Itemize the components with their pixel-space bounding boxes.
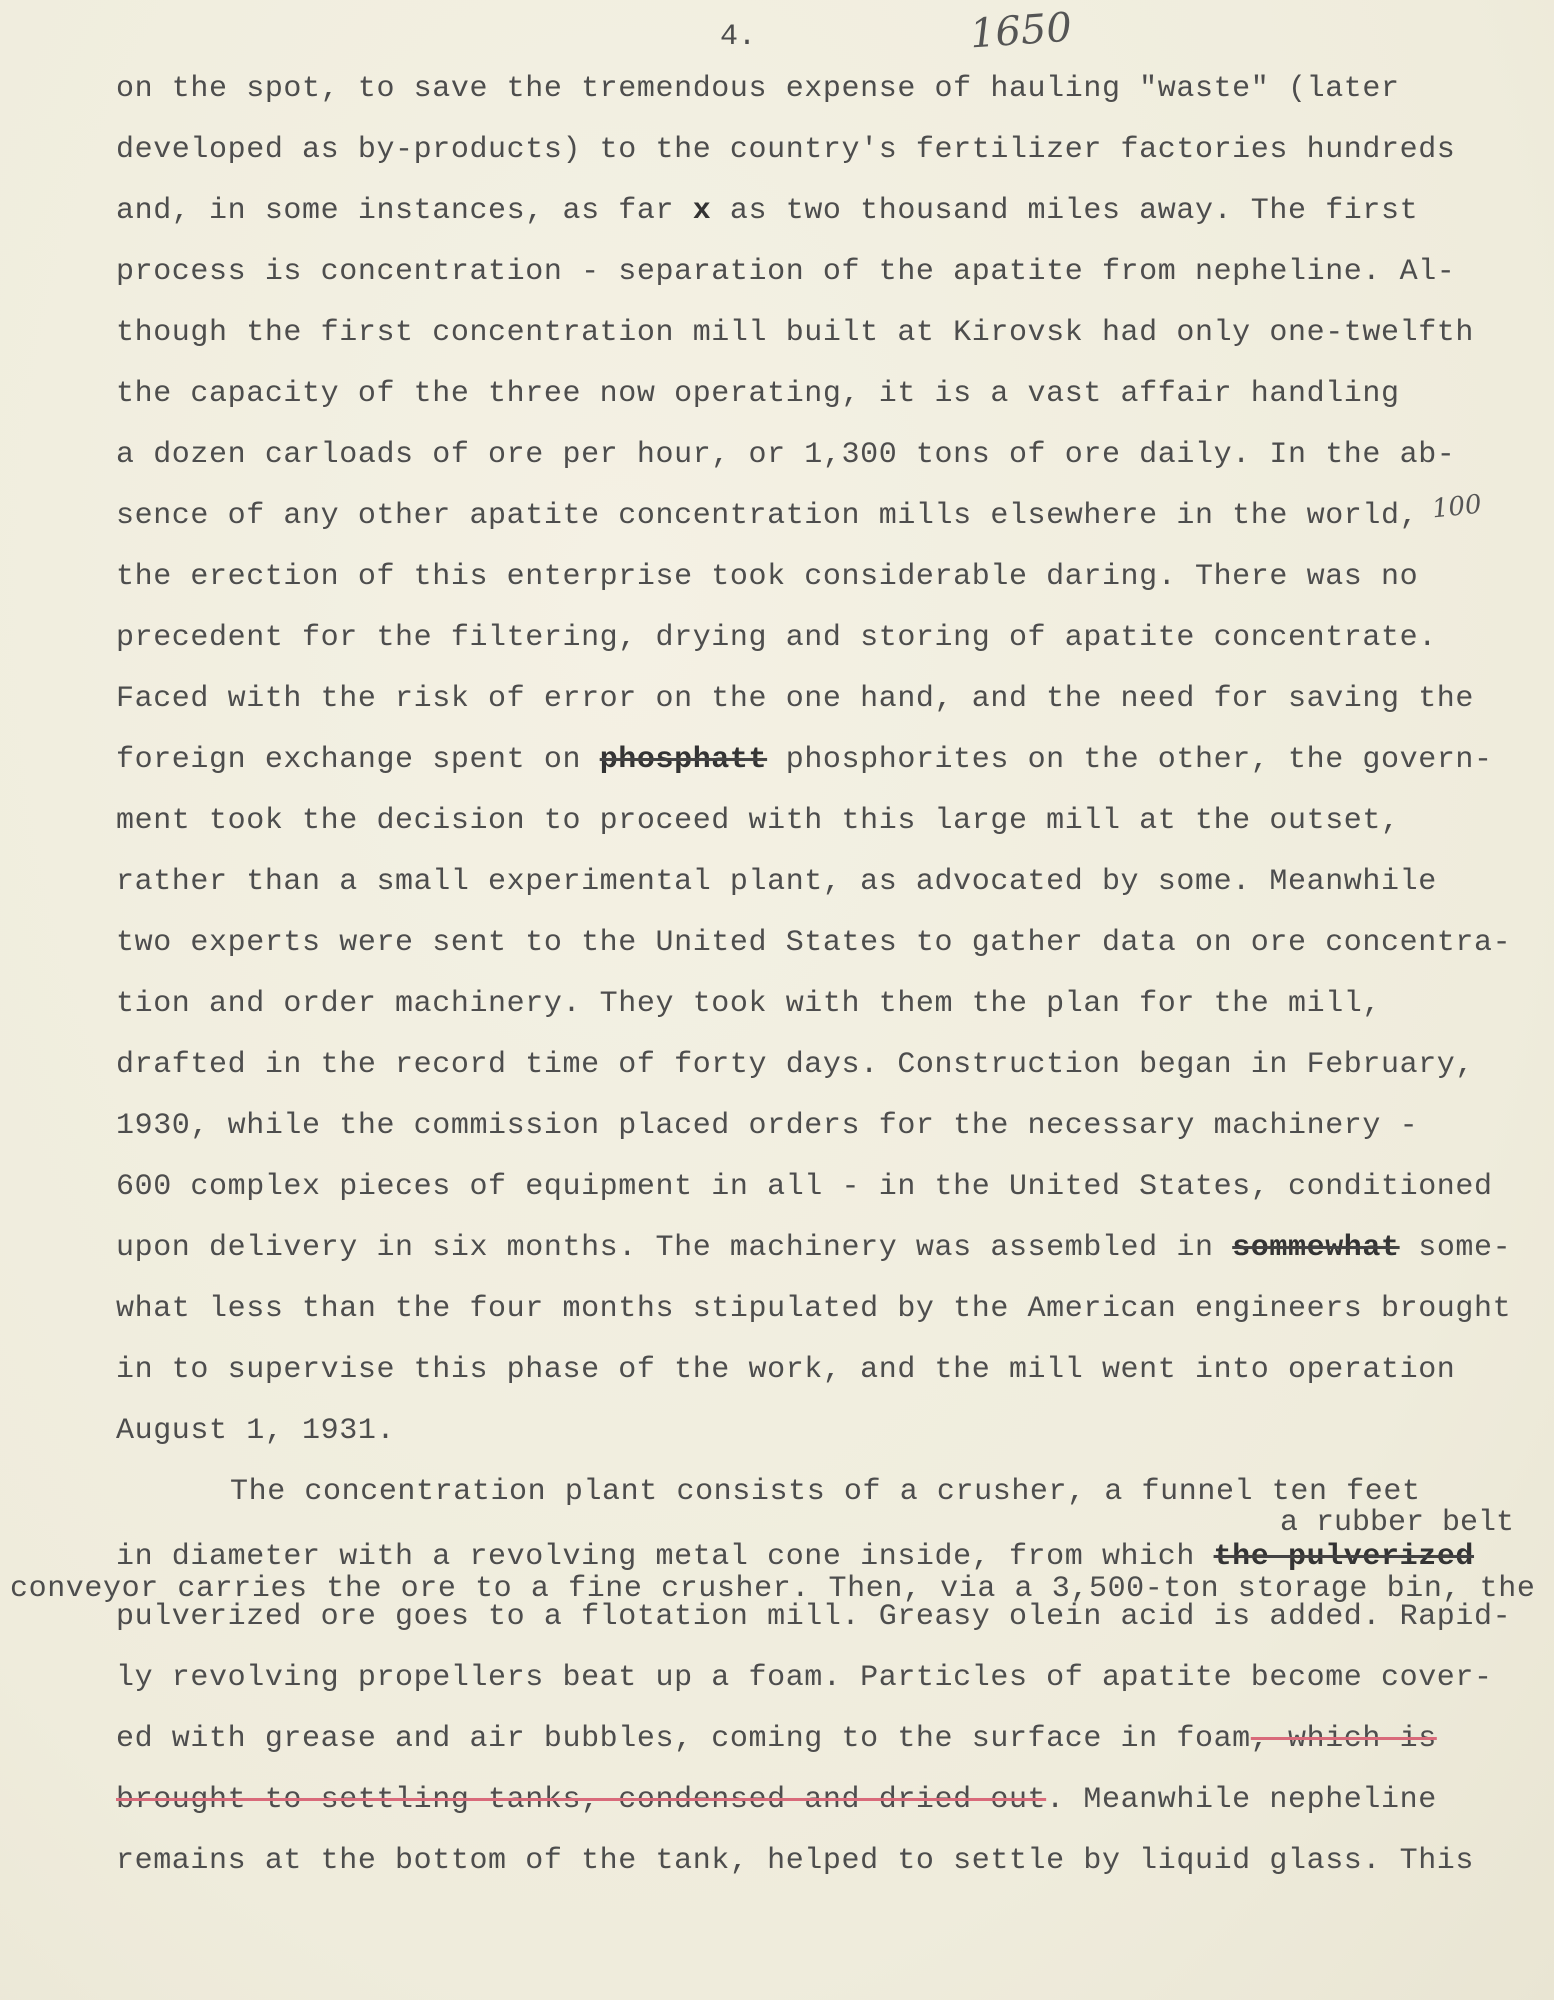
text-line-13: ment took the decision to proceed with this large mill at the outset, <box>116 804 1400 838</box>
text-line-27: pulverized ore goes to a flotation mill. Greasy olein acid is added. Rapid- <box>116 1600 1512 1634</box>
text-line-8: sence of any other apatite concentration mills elsewhere in the world, <box>116 499 1419 533</box>
text-line-20-rest: some- <box>1399 1231 1512 1265</box>
text-line-16: tion and order machinery. They took with them the plan for the mill, <box>116 987 1381 1021</box>
text-line-12-start: foreign exchange spent on <box>116 743 600 777</box>
text-line-3 <box>116 194 1418 228</box>
struck-some: sommewhat <box>1232 1231 1400 1265</box>
text-line-2: developed as by-products) to the country's fertilizer factories hundreds <box>116 133 1456 167</box>
text-line-19: 600 complex pieces of equipment in all - in the United States, conditioned <box>116 1170 1493 1204</box>
text-line-20 <box>116 1231 1511 1265</box>
text-line-18: 1930, while the commission placed orders for the necessary machinery - <box>116 1109 1419 1143</box>
text-line-3-start: and, in some instances, as far <box>116 194 693 228</box>
inserted-text-above: a rubber belt <box>1280 1506 1515 1540</box>
text-line-20-start: upon delivery in six months. The machinery was assembled in <box>116 1231 1233 1265</box>
text-line-6: the capacity of the three now operating, it is a vast affair handling <box>116 377 1400 411</box>
text-line-25-start: in diameter with a revolving metal cone inside, from which <box>116 1540 1214 1574</box>
text-line-31: remains at the bottom of the tank, helped to settle by liquid glass. This <box>116 1844 1475 1878</box>
text-line-12 <box>116 743 1493 777</box>
text-line-11: Faced with the risk of error on the one hand, and the need for saving the <box>116 682 1475 716</box>
text-line-21: what less than the four months stipulated by the American engineers brought <box>116 1292 1512 1326</box>
text-line-30 <box>116 1783 1437 1817</box>
handwritten-margin-mark: 100 <box>1430 489 1484 525</box>
text-line-9: the erection of this enterprise took considerable daring. There was no <box>116 560 1419 594</box>
text-line-1: on the spot, to save the tremendous expense of hauling "waste" (later <box>116 72 1400 106</box>
struck-settling-clause: brought to settling tanks, condensed and dried out <box>116 1783 1047 1817</box>
text-line-22: in to supervise this phase of the work, and the mill went into operation <box>116 1353 1456 1387</box>
struck-x: x <box>692 194 712 228</box>
text-line-28: ly revolving propellers beat up a foam. Particles of apatite become cover- <box>116 1661 1493 1695</box>
handwritten-page-mark: 1650 <box>968 4 1074 58</box>
struck-which-is: , which is <box>1250 1722 1437 1756</box>
text-line-4: process is concentration - separation of the apatite from nepheline. Al- <box>116 255 1456 289</box>
struck-phosphate: phosphatt <box>599 743 768 777</box>
text-line-12-rest: phosphorites on the other, the govern- <box>767 743 1493 777</box>
text-line-3-rest: as two thousand miles away. The first <box>711 194 1419 228</box>
struck-pulverized: the pulverized <box>1213 1540 1475 1574</box>
page-number: 4. <box>720 20 757 54</box>
text-line-26: conveyor carries the ore to a fine crusher. Then, via a 3,500-ton storage bin, the <box>10 1572 1536 1606</box>
text-line-29-start: ed with grease and air bubbles, coming to the surface in foam <box>116 1722 1251 1756</box>
text-line-15: two experts were sent to the United States to gather data on ore concentra- <box>116 926 1512 960</box>
text-line-24: The concentration plant consists of a crusher, a funnel ten feet <box>230 1475 1421 1509</box>
text-line-5: though the first concentration mill built at Kirovsk had only one-twelfth <box>116 316 1475 350</box>
text-line-10: precedent for the filtering, drying and storing of apatite concentrate. <box>116 621 1437 655</box>
text-line-14: rather than a small experimental plant, as advocated by some. Meanwhile <box>116 865 1437 899</box>
text-line-29 <box>116 1722 1437 1756</box>
text-line-17: drafted in the record time of forty days. Construction began in February, <box>116 1048 1475 1082</box>
text-line-23: August 1, 1931. <box>116 1414 396 1448</box>
text-line-30-rest: . Meanwhile nepheline <box>1046 1783 1437 1817</box>
text-line-25 <box>116 1540 1474 1574</box>
text-line-7: a dozen carloads of ore per hour, or 1,300 tons of ore daily. In the ab- <box>116 438 1456 472</box>
